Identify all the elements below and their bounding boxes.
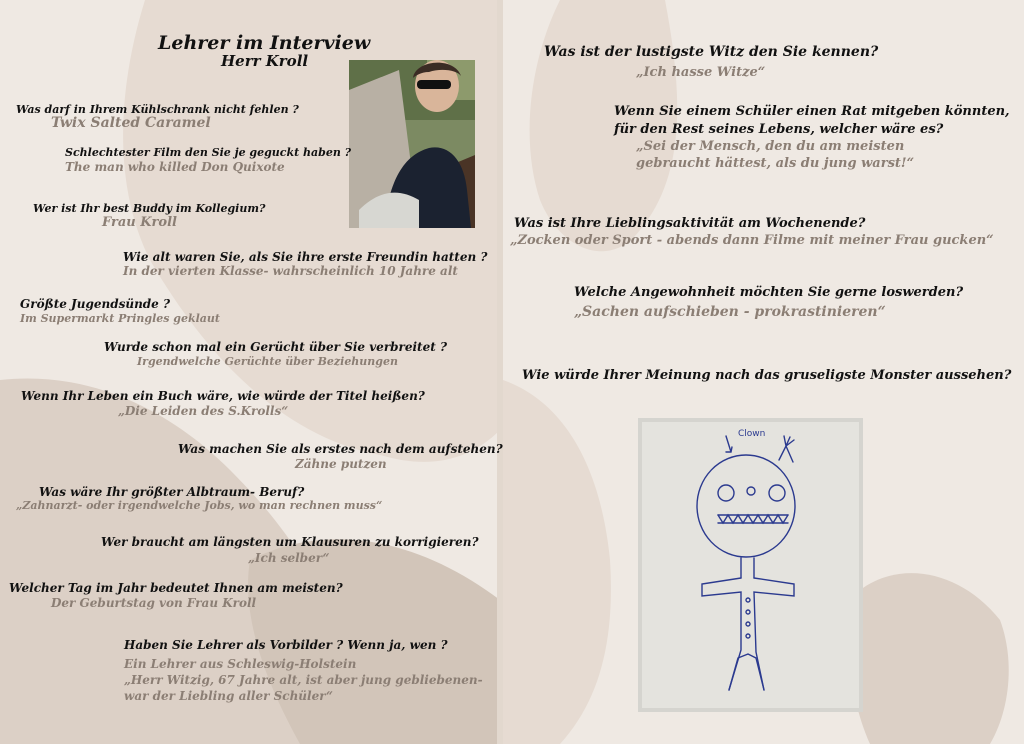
question-fridge: Was darf in Ihrem Kühlschrank nicht fehlen ? [16,103,299,116]
question-rumor: Wurde schon mal ein Gerücht über Sie verbreitet ? [104,340,447,354]
answer-role-models-line3: war der Liebling aller Schüler“ [124,689,333,703]
question-scariest-monster: Wie würde Ihrer Meinung nach das gruseligste Monster aussehen? [522,368,1012,383]
answer-advice-line2: gebraucht hättest, als du jung warst!“ [636,156,915,171]
teacher-photo [349,60,475,228]
answer-weekend-activity: „Zocken oder Sport - abends dann Filme mit meiner Frau gucken“ [510,233,994,248]
question-role-models: Haben Sie Lehrer als Vorbilder ? Wenn ja, wen ? [124,638,448,652]
answer-grading: „Ich selber“ [248,551,330,565]
question-funniest-joke: Was ist der lustigste Witz den Sie kennen? [544,44,879,60]
question-important-day: Welcher Tag im Jahr bedeutet Ihnen am meisten? [9,581,343,595]
drawing-label: Clown [738,429,766,439]
answer-best-buddy: Frau Kroll [102,215,177,230]
answer-role-models-line1: Ein Lehrer aus Schleswig-Holstein [124,657,357,671]
page-subtitle: Herr Kroll [221,52,309,70]
question-book-title: Wenn Ihr Leben ein Buch wäre, wie würde der Titel heißen? [21,389,425,403]
question-nightmare-job: Was wäre Ihr größter Albtraum- Beruf? [39,485,305,499]
question-advice-line2: für den Rest seines Lebens, welcher wäre es? [614,122,944,137]
question-youth-sin: Größte Jugendsünde ? [20,297,171,311]
question-first-girlfriend: Wie alt waren Sie, als Sie ihre erste Freundin hatten ? [123,250,488,264]
answer-role-models-line2: „Herr Witzig, 67 Jahre alt, ist aber jung gebliebenen- [124,673,483,687]
answer-worst-film: The man who killed Don Quixote [65,160,285,174]
answer-rumor: Irgendwelche Gerüchte über Beziehungen [137,355,398,368]
answer-nightmare-job: „Zahnarzt- oder irgendwelche Jobs, wo man rechnen muss“ [16,499,383,512]
answer-advice-line1: „Sei der Mensch, den du am meisten [636,139,905,154]
question-bad-habit: Welche Angewohnheit möchten Sie gerne loswerden? [574,285,964,300]
answer-youth-sin: Im Supermarkt Pringles geklaut [20,312,220,325]
answer-funniest-joke: „Ich hasse Witze“ [636,65,766,80]
answer-bad-habit: „Sachen aufschieben - prokrastinieren“ [574,304,886,320]
question-morning: Was machen Sie als erstes nach dem aufstehen? [178,442,503,456]
question-worst-film: Schlechtester Film den Sie je geguckt haben ? [65,146,352,159]
page-title: Lehrer im Interview [158,32,371,54]
question-advice-line1: Wenn Sie einem Schüler einen Rat mitgeben könnten, [614,104,1010,119]
question-best-buddy: Wer ist Ihr best Buddy im Kollegium? [33,202,266,215]
monster-drawing [638,418,863,712]
answer-first-girlfriend: In der vierten Klasse- wahrscheinlich 10 Jahre alt [123,264,458,278]
question-weekend-activity: Was ist Ihre Lieblingsaktivität am Wochenende? [514,216,866,231]
answer-morning: Zähne putzen [295,457,387,471]
answer-important-day: Der Geburtstag von Frau Kroll [51,596,257,610]
answer-fridge: Twix Salted Caramel [51,115,211,131]
left-page [0,0,503,744]
answer-book-title: „Die Leiden des S.Krolls“ [118,404,289,418]
question-grading: Wer braucht am längsten um Klausuren zu korrigieren? [101,535,479,549]
